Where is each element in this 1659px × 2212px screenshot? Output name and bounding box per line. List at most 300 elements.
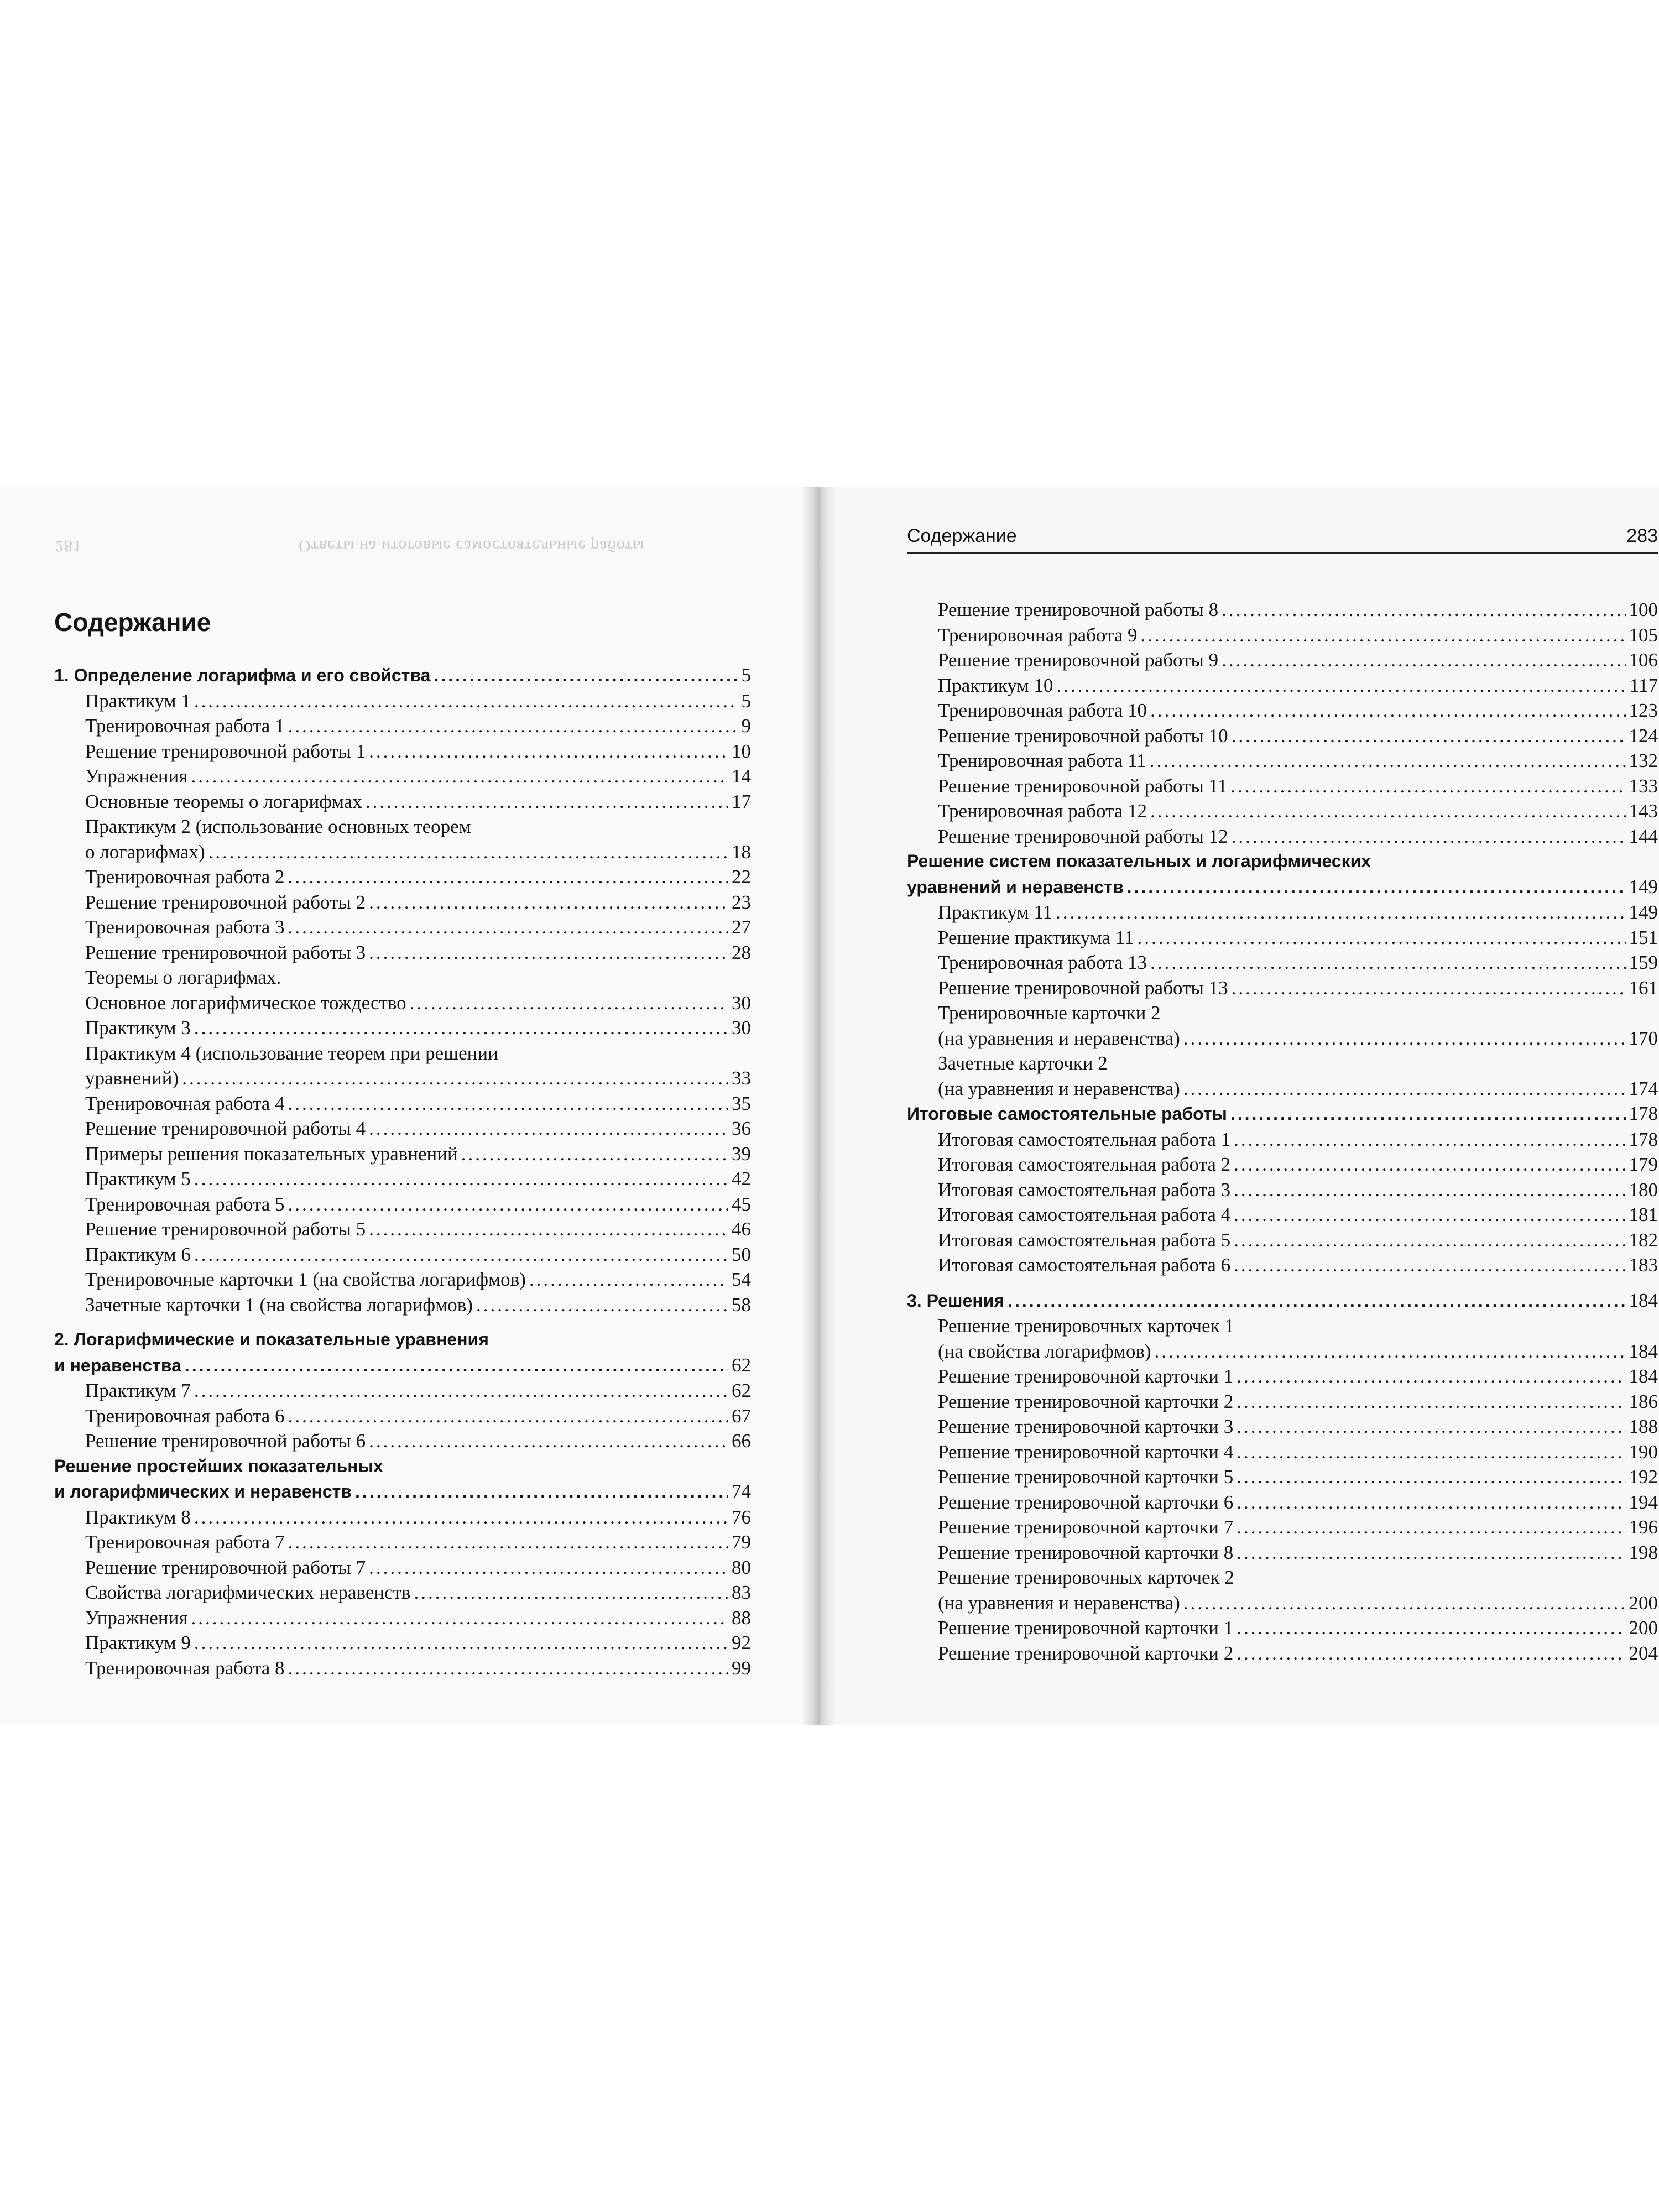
dot-leader xyxy=(476,1292,728,1318)
toc-entry xyxy=(907,1364,1658,1389)
toc-page-number: 46 xyxy=(732,1218,751,1240)
toc-entry xyxy=(54,1292,751,1318)
dot-leader xyxy=(461,1141,728,1167)
dot-leader xyxy=(194,1630,728,1656)
dot-leader xyxy=(529,1267,728,1292)
toc-page-number: 144 xyxy=(1629,825,1658,847)
toc-entry-title: Решение тренировочных карточек 2 xyxy=(938,1567,1234,1588)
toc-entry xyxy=(54,1630,751,1656)
toc-entry xyxy=(54,1116,751,1141)
toc-entry xyxy=(54,1428,751,1454)
toc-entry-title: Решение тренировочной карточки 2 xyxy=(938,1390,1234,1412)
dot-leader xyxy=(1230,774,1625,799)
toc-entry-title: Решение тренировочной работы 13 xyxy=(938,977,1228,999)
toc-entry-title: Итоговая самостоятельная работа 2 xyxy=(938,1154,1231,1175)
toc-page-number: 106 xyxy=(1629,649,1658,671)
toc-page-number: 198 xyxy=(1629,1541,1658,1563)
toc-entry-title: Примеры решения показательных уравнений xyxy=(85,1142,458,1165)
toc-page-number: 10 xyxy=(732,740,751,762)
toc-entry-title: Практикум 9 xyxy=(85,1632,191,1653)
toc-entry xyxy=(54,1091,751,1117)
toc-entry-title: Тренировочные карточки 2 xyxy=(938,1002,1161,1024)
toc-entry xyxy=(907,1540,1658,1566)
toc-page-number: 174 xyxy=(1629,1077,1658,1099)
dot-leader xyxy=(194,1015,728,1041)
toc-page-number: 9 xyxy=(741,715,751,737)
dot-leader xyxy=(194,1242,728,1267)
toc-entry-title: Решение тренировочной карточки 1 xyxy=(938,1365,1234,1387)
dot-leader xyxy=(191,764,728,789)
dot-leader xyxy=(1150,698,1625,723)
show-through-header: Ответы на итоговые самостоятельные работы xyxy=(299,537,645,555)
dot-leader xyxy=(1141,623,1626,648)
toc-entry xyxy=(907,1389,1658,1415)
right-page xyxy=(812,487,1659,1725)
toc-entry xyxy=(907,925,1658,951)
toc-entry-title: Тренировочная работа 7 xyxy=(85,1531,285,1553)
dot-leader xyxy=(288,1404,728,1429)
toc-entry xyxy=(907,748,1658,774)
dot-leader xyxy=(1222,648,1625,673)
toc-page-number: 149 xyxy=(1629,875,1658,898)
toc-entry xyxy=(907,1177,1658,1203)
running-head xyxy=(907,525,1658,554)
toc-entry xyxy=(54,1530,751,1555)
page-number: 283 xyxy=(1626,525,1658,546)
toc-entry xyxy=(907,1202,1658,1228)
toc-entry-title: Решение тренировочной работы 1 xyxy=(85,740,366,762)
toc-entry xyxy=(907,673,1658,698)
toc-entry-title: Зачетные карточки 1 (на свойства логарифмов) xyxy=(85,1293,473,1316)
toc-page-number: 159 xyxy=(1629,952,1658,973)
toc-entry-title: Практикум 6 xyxy=(85,1243,191,1265)
dot-leader xyxy=(1056,673,1626,698)
dot-leader xyxy=(366,789,728,815)
dot-leader xyxy=(185,1353,728,1379)
toc-entry xyxy=(54,1505,751,1530)
toc-page-number: 45 xyxy=(732,1193,751,1215)
dot-leader xyxy=(369,1116,728,1141)
toc-page-number: 30 xyxy=(732,992,751,1014)
dot-leader xyxy=(1183,1076,1626,1102)
dot-leader xyxy=(434,663,738,688)
toc-entry-title: Решение тренировочной работы 12 xyxy=(938,825,1228,847)
dot-leader xyxy=(369,1555,728,1580)
toc-page-number: 132 xyxy=(1629,750,1658,771)
toc-page-number: 170 xyxy=(1629,1027,1658,1049)
dot-leader xyxy=(1234,1253,1625,1278)
dot-leader xyxy=(1150,950,1625,975)
toc-page-number: 83 xyxy=(732,1582,751,1603)
toc-entry xyxy=(54,1267,751,1292)
toc-page-number: 54 xyxy=(732,1269,751,1290)
toc-page-number: 27 xyxy=(732,916,751,938)
toc-entry xyxy=(907,1313,1658,1364)
dot-leader xyxy=(288,713,738,739)
dot-leader xyxy=(1230,1102,1626,1127)
toc-entry-title: (на свойства логарифмов) xyxy=(938,1340,1151,1362)
toc-entry-title: Практикум 4 (использование теорем при решении xyxy=(85,1042,498,1064)
toc-entry xyxy=(54,1192,751,1217)
toc-entry-title: Тренировочная работа 9 xyxy=(938,624,1138,646)
toc-entry xyxy=(907,975,1658,1001)
toc-entry-title: Тренировочные карточки 1 (на свойства логарифмов) xyxy=(85,1269,526,1290)
dot-leader xyxy=(1183,1590,1626,1616)
toc-page-number: 188 xyxy=(1629,1416,1658,1437)
toc-entry xyxy=(54,940,751,966)
toc-entry-title: Решение тренировочной карточки 2 xyxy=(938,1642,1234,1664)
toc-page-number: 192 xyxy=(1629,1466,1658,1488)
toc-entry-title: Решение тренировочной работы 5 xyxy=(85,1218,366,1240)
toc-entry-title: Решение простейших показательных xyxy=(54,1455,383,1476)
toc-entry-title: Решение практикума 11 xyxy=(938,926,1134,948)
toc-page-number: 180 xyxy=(1629,1178,1658,1201)
toc-entry-title: Упражнения xyxy=(85,765,188,787)
toc-entry-title: Практикум 11 xyxy=(938,901,1053,923)
toc-entry-title: Тренировочная работа 3 xyxy=(85,916,285,938)
toc-page-number: 79 xyxy=(732,1531,751,1553)
toc-entry-title: Практикум 1 xyxy=(85,690,191,712)
toc-entry xyxy=(54,1242,751,1267)
dot-leader xyxy=(414,1580,728,1605)
left-page xyxy=(0,487,812,1725)
toc-entry-title: Итоговая самостоятельная работа 1 xyxy=(938,1128,1231,1150)
toc-entry-title: Практикум 3 xyxy=(85,1017,191,1039)
toc-page-number: 105 xyxy=(1629,624,1658,646)
toc-entry xyxy=(907,1127,1658,1152)
toc-section-heading xyxy=(54,662,751,688)
toc-entry-title: (на уравнения и неравенства) xyxy=(938,1592,1180,1614)
dot-leader xyxy=(194,1166,728,1192)
book-spread xyxy=(0,487,1659,1725)
book-gutter xyxy=(802,487,835,1725)
toc-entry-title: Практикум 10 xyxy=(938,674,1053,696)
dot-leader xyxy=(1008,1288,1625,1314)
dot-leader xyxy=(369,940,728,966)
toc-entry xyxy=(907,597,1658,623)
toc-entry-title: и неравенства xyxy=(54,1355,181,1375)
toc-entry xyxy=(54,1580,751,1605)
toc-entry xyxy=(54,1378,751,1404)
toc-entry-title: Решение систем показательных и логарифмических xyxy=(907,851,1371,871)
toc-entry-title: Свойства логарифмических неравенств xyxy=(85,1582,411,1603)
toc-entry xyxy=(54,1141,751,1167)
toc-entry xyxy=(54,1015,751,1041)
toc-page-number: 5 xyxy=(741,690,751,712)
toc-entry-title: Основное логарифмическое тождество xyxy=(85,992,406,1014)
dot-leader xyxy=(1127,875,1626,900)
toc-entry-title: Решение тренировочной работы 3 xyxy=(85,941,366,963)
toc-page-number: 88 xyxy=(732,1606,751,1629)
dot-leader xyxy=(1237,1464,1625,1490)
toc-section-heading xyxy=(54,1454,751,1505)
toc-entry xyxy=(54,1166,751,1192)
dot-leader xyxy=(1237,1414,1625,1439)
toc-page-number: 178 xyxy=(1629,1128,1658,1150)
dot-leader xyxy=(1232,723,1626,749)
show-through-page-number: 281 xyxy=(55,537,82,555)
toc-entry xyxy=(907,1490,1658,1515)
toc-page-number: 76 xyxy=(732,1506,751,1528)
toc-entry-title: Решение тренировочной карточки 1 xyxy=(938,1617,1234,1639)
toc-page-number: 123 xyxy=(1629,700,1658,721)
toc-entry xyxy=(54,789,751,815)
toc-entry-title: уравнений) xyxy=(85,1067,179,1089)
toc-title: Содержание xyxy=(54,608,211,637)
toc-entry-title: Упражнения xyxy=(85,1606,188,1629)
toc-page-number: 5 xyxy=(741,664,751,686)
toc-page-number: 14 xyxy=(732,765,751,787)
toc-entry-title: Решение тренировочной карточки 4 xyxy=(938,1441,1234,1463)
toc-entry-title: 3. Решения xyxy=(907,1290,1005,1311)
dot-leader xyxy=(1232,975,1626,1001)
running-head-title: Содержание xyxy=(907,525,1017,546)
toc-entry-title: Решение тренировочной работы 4 xyxy=(85,1118,366,1139)
dot-leader xyxy=(1234,1152,1625,1177)
dot-leader xyxy=(1234,1202,1625,1228)
toc-page-number: 17 xyxy=(732,790,751,812)
toc-entry-title: Тренировочная работа 5 xyxy=(85,1193,285,1215)
toc-entry xyxy=(54,1217,751,1242)
dot-leader xyxy=(288,864,728,890)
toc-page-number: 100 xyxy=(1629,599,1658,620)
toc-entry-title: Итоговая самостоятельная работа 5 xyxy=(938,1229,1231,1251)
toc-entry-title: Итоговые самостоятельные работы xyxy=(907,1104,1227,1124)
toc-entry xyxy=(54,764,751,789)
toc-page-number: 92 xyxy=(732,1632,751,1653)
toc-entry xyxy=(907,1414,1658,1439)
dot-leader xyxy=(1234,1177,1625,1203)
dot-leader xyxy=(1232,824,1626,849)
toc-entry xyxy=(54,688,751,714)
toc-entry xyxy=(907,900,1658,925)
toc-page-number: 33 xyxy=(732,1067,751,1089)
dot-leader xyxy=(1237,1641,1625,1666)
toc-entry-title: о логарифмах) xyxy=(85,841,205,863)
dot-leader xyxy=(1237,1515,1625,1540)
dot-leader xyxy=(410,990,728,1016)
toc-entry-title: Решение тренировочной работы 10 xyxy=(938,724,1228,747)
toc-page-number: 151 xyxy=(1629,926,1658,948)
dot-leader xyxy=(369,890,728,915)
toc-page-number: 66 xyxy=(732,1430,751,1452)
dot-leader xyxy=(1150,748,1626,774)
dot-leader xyxy=(369,739,728,764)
toc-entry-title: Тренировочная работа 13 xyxy=(938,952,1147,973)
toc-entry xyxy=(54,864,751,890)
toc-entry xyxy=(907,1000,1658,1051)
toc-page-number: 117 xyxy=(1629,674,1658,696)
toc-entry-title: Практикум 5 xyxy=(85,1168,191,1190)
toc-entry xyxy=(907,698,1658,723)
toc-entry xyxy=(54,1041,751,1091)
toc-page-number: 133 xyxy=(1629,775,1658,797)
toc-entry xyxy=(907,1515,1658,1540)
toc-page-number: 23 xyxy=(732,891,751,913)
toc-entry-title: Теоремы о логарифмах. xyxy=(85,967,281,988)
dot-leader xyxy=(288,915,728,940)
dot-leader xyxy=(1237,1364,1625,1389)
toc-page-number: 35 xyxy=(732,1092,751,1114)
dot-leader xyxy=(1237,1615,1625,1641)
toc-entry-title: Итоговая самостоятельная работа 4 xyxy=(938,1204,1231,1225)
dot-leader xyxy=(355,1479,728,1505)
toc-list-left xyxy=(54,653,751,1681)
toc-section-heading xyxy=(907,1101,1658,1127)
toc-entry-title: Практикум 2 (использование основных теорем xyxy=(85,816,471,837)
toc-entry xyxy=(54,713,751,739)
dot-leader xyxy=(1150,799,1625,824)
toc-page-number: 39 xyxy=(732,1142,751,1165)
toc-entry-title: Тренировочная работа 8 xyxy=(85,1657,285,1679)
toc-entry-title: Практикум 8 xyxy=(85,1506,191,1528)
toc-entry xyxy=(54,1404,751,1429)
toc-entry-title: Решение тренировочной работы 7 xyxy=(85,1556,366,1578)
toc-entry-title: и логарифмических и неравенств xyxy=(54,1481,352,1501)
toc-page-number: 184 xyxy=(1629,1340,1658,1362)
toc-entry-title: Решение тренировочной работы 9 xyxy=(938,649,1219,671)
toc-page-number: 42 xyxy=(732,1168,751,1190)
toc-entry-title: уравнений и неравенств xyxy=(907,877,1124,897)
toc-entry-title: 1. Определение логарифма и его свойства xyxy=(54,665,431,685)
toc-page-number: 190 xyxy=(1629,1441,1658,1463)
toc-page-number: 28 xyxy=(732,941,751,963)
toc-page-number: 58 xyxy=(732,1293,751,1316)
toc-page-number: 62 xyxy=(732,1354,751,1376)
toc-page-number: 178 xyxy=(1629,1103,1658,1124)
dot-leader xyxy=(1237,1490,1625,1515)
toc-entry-title: Тренировочная работа 6 xyxy=(85,1405,285,1427)
toc-page-number: 194 xyxy=(1629,1491,1658,1513)
toc-page-number: 204 xyxy=(1629,1642,1658,1664)
toc-entry-title: Зачетные карточки 2 xyxy=(938,1052,1108,1074)
toc-entry-title: Решение тренировочной работы 8 xyxy=(938,599,1219,620)
toc-page-number: 182 xyxy=(1629,1229,1658,1251)
dot-leader xyxy=(288,1656,728,1681)
toc-entry xyxy=(54,814,751,864)
toc-page-number: 50 xyxy=(732,1243,751,1265)
toc-page-number: 200 xyxy=(1629,1617,1658,1639)
toc-entry-title: Тренировочная работа 4 xyxy=(85,1092,285,1114)
dot-leader xyxy=(1222,597,1625,623)
toc-entry-title: Решение тренировочной работы 11 xyxy=(938,775,1228,797)
dot-leader xyxy=(288,1091,728,1117)
toc-entry-title: Решение тренировочной карточки 7 xyxy=(938,1516,1234,1538)
toc-entry xyxy=(907,1253,1658,1278)
toc-entry-title: (на уравнения и неравенства) xyxy=(938,1027,1180,1049)
toc-entry-title: Решение тренировочной карточки 3 xyxy=(938,1416,1234,1437)
toc-page-number: 62 xyxy=(732,1380,751,1401)
toc-entry xyxy=(54,739,751,764)
toc-entry xyxy=(907,723,1658,749)
toc-page-number: 184 xyxy=(1629,1365,1658,1387)
toc-entry-title: Тренировочная работа 2 xyxy=(85,866,285,888)
dot-leader xyxy=(194,1378,728,1404)
dot-leader xyxy=(1183,1026,1626,1051)
toc-entry-title: 2. Логарифмические и показательные уравнения xyxy=(54,1329,489,1349)
dot-leader xyxy=(1237,1439,1625,1465)
toc-entry-title: Тренировочная работа 1 xyxy=(85,715,285,737)
toc-entry-title: Тренировочная работа 10 xyxy=(938,700,1147,721)
toc-entry xyxy=(54,1656,751,1681)
toc-entry xyxy=(907,1641,1658,1666)
toc-section-heading xyxy=(54,1327,751,1378)
toc-page-number: 124 xyxy=(1629,724,1658,747)
toc-page-number: 36 xyxy=(732,1118,751,1139)
dot-leader xyxy=(369,1217,728,1242)
toc-page-number: 99 xyxy=(732,1657,751,1679)
toc-page-number: 30 xyxy=(732,1017,751,1039)
toc-entry-title: Решение тренировочной карточки 6 xyxy=(938,1491,1234,1513)
dot-leader xyxy=(1234,1228,1625,1253)
toc-entry xyxy=(907,1152,1658,1177)
toc-entry-title: Тренировочная работа 12 xyxy=(938,800,1147,822)
toc-entry-title: Решение тренировочной карточки 5 xyxy=(938,1466,1234,1488)
toc-section-heading xyxy=(907,1288,1658,1314)
toc-entry xyxy=(907,774,1658,799)
toc-entry xyxy=(907,799,1658,824)
toc-entry xyxy=(907,1051,1658,1101)
dot-leader xyxy=(1155,1339,1626,1364)
toc-entry xyxy=(907,1439,1658,1465)
dot-leader xyxy=(1237,1540,1625,1566)
toc-entry-title: Решение тренировочной работы 2 xyxy=(85,891,366,913)
toc-page-number: 80 xyxy=(732,1556,751,1578)
toc-page-number: 181 xyxy=(1629,1204,1658,1225)
toc-entry xyxy=(54,965,751,990)
toc-page-number: 179 xyxy=(1629,1154,1658,1175)
dot-leader xyxy=(1056,900,1625,925)
toc-entry xyxy=(54,890,751,915)
toc-section-heading xyxy=(907,849,1658,900)
toc-page-number: 149 xyxy=(1629,901,1658,923)
dot-leader xyxy=(208,839,728,865)
dot-leader xyxy=(1237,1389,1625,1415)
toc-entry-title: Тренировочная работа 11 xyxy=(938,750,1146,771)
dot-leader xyxy=(288,1192,728,1217)
toc-entry xyxy=(907,648,1658,673)
toc-page-number: 183 xyxy=(1629,1254,1658,1276)
dot-leader xyxy=(194,1505,728,1530)
toc-list-right xyxy=(907,597,1658,1666)
toc-entry-title: Решение тренировочной работы 6 xyxy=(85,1430,366,1452)
toc-entry-title: Решение тренировочной карточки 8 xyxy=(938,1541,1234,1563)
toc-page-number: 186 xyxy=(1629,1390,1658,1412)
toc-entry xyxy=(54,990,751,1016)
toc-page-number: 74 xyxy=(732,1480,751,1502)
dot-leader xyxy=(288,1530,728,1555)
toc-page-number: 143 xyxy=(1629,800,1658,822)
toc-entry xyxy=(907,950,1658,975)
toc-entry xyxy=(54,915,751,940)
toc-page-number: 161 xyxy=(1629,977,1658,999)
dot-leader xyxy=(194,688,738,714)
toc-page-number: 18 xyxy=(732,841,751,863)
toc-page-number: 200 xyxy=(1629,1592,1658,1614)
toc-entry xyxy=(907,623,1658,648)
toc-entry-title: Решение тренировочных карточек 1 xyxy=(938,1315,1234,1337)
dot-leader xyxy=(369,1428,728,1454)
toc-page-number: 67 xyxy=(732,1405,751,1427)
toc-page-number: 22 xyxy=(732,866,751,888)
toc-entry-title: Практикум 7 xyxy=(85,1380,191,1401)
toc-entry xyxy=(907,1615,1658,1641)
toc-entry xyxy=(54,1605,751,1631)
dot-leader xyxy=(182,1066,728,1091)
toc-entry xyxy=(907,1565,1658,1615)
toc-page-number: 196 xyxy=(1629,1516,1658,1538)
toc-entry-title: Основные теоремы о логарифмах xyxy=(85,790,362,812)
